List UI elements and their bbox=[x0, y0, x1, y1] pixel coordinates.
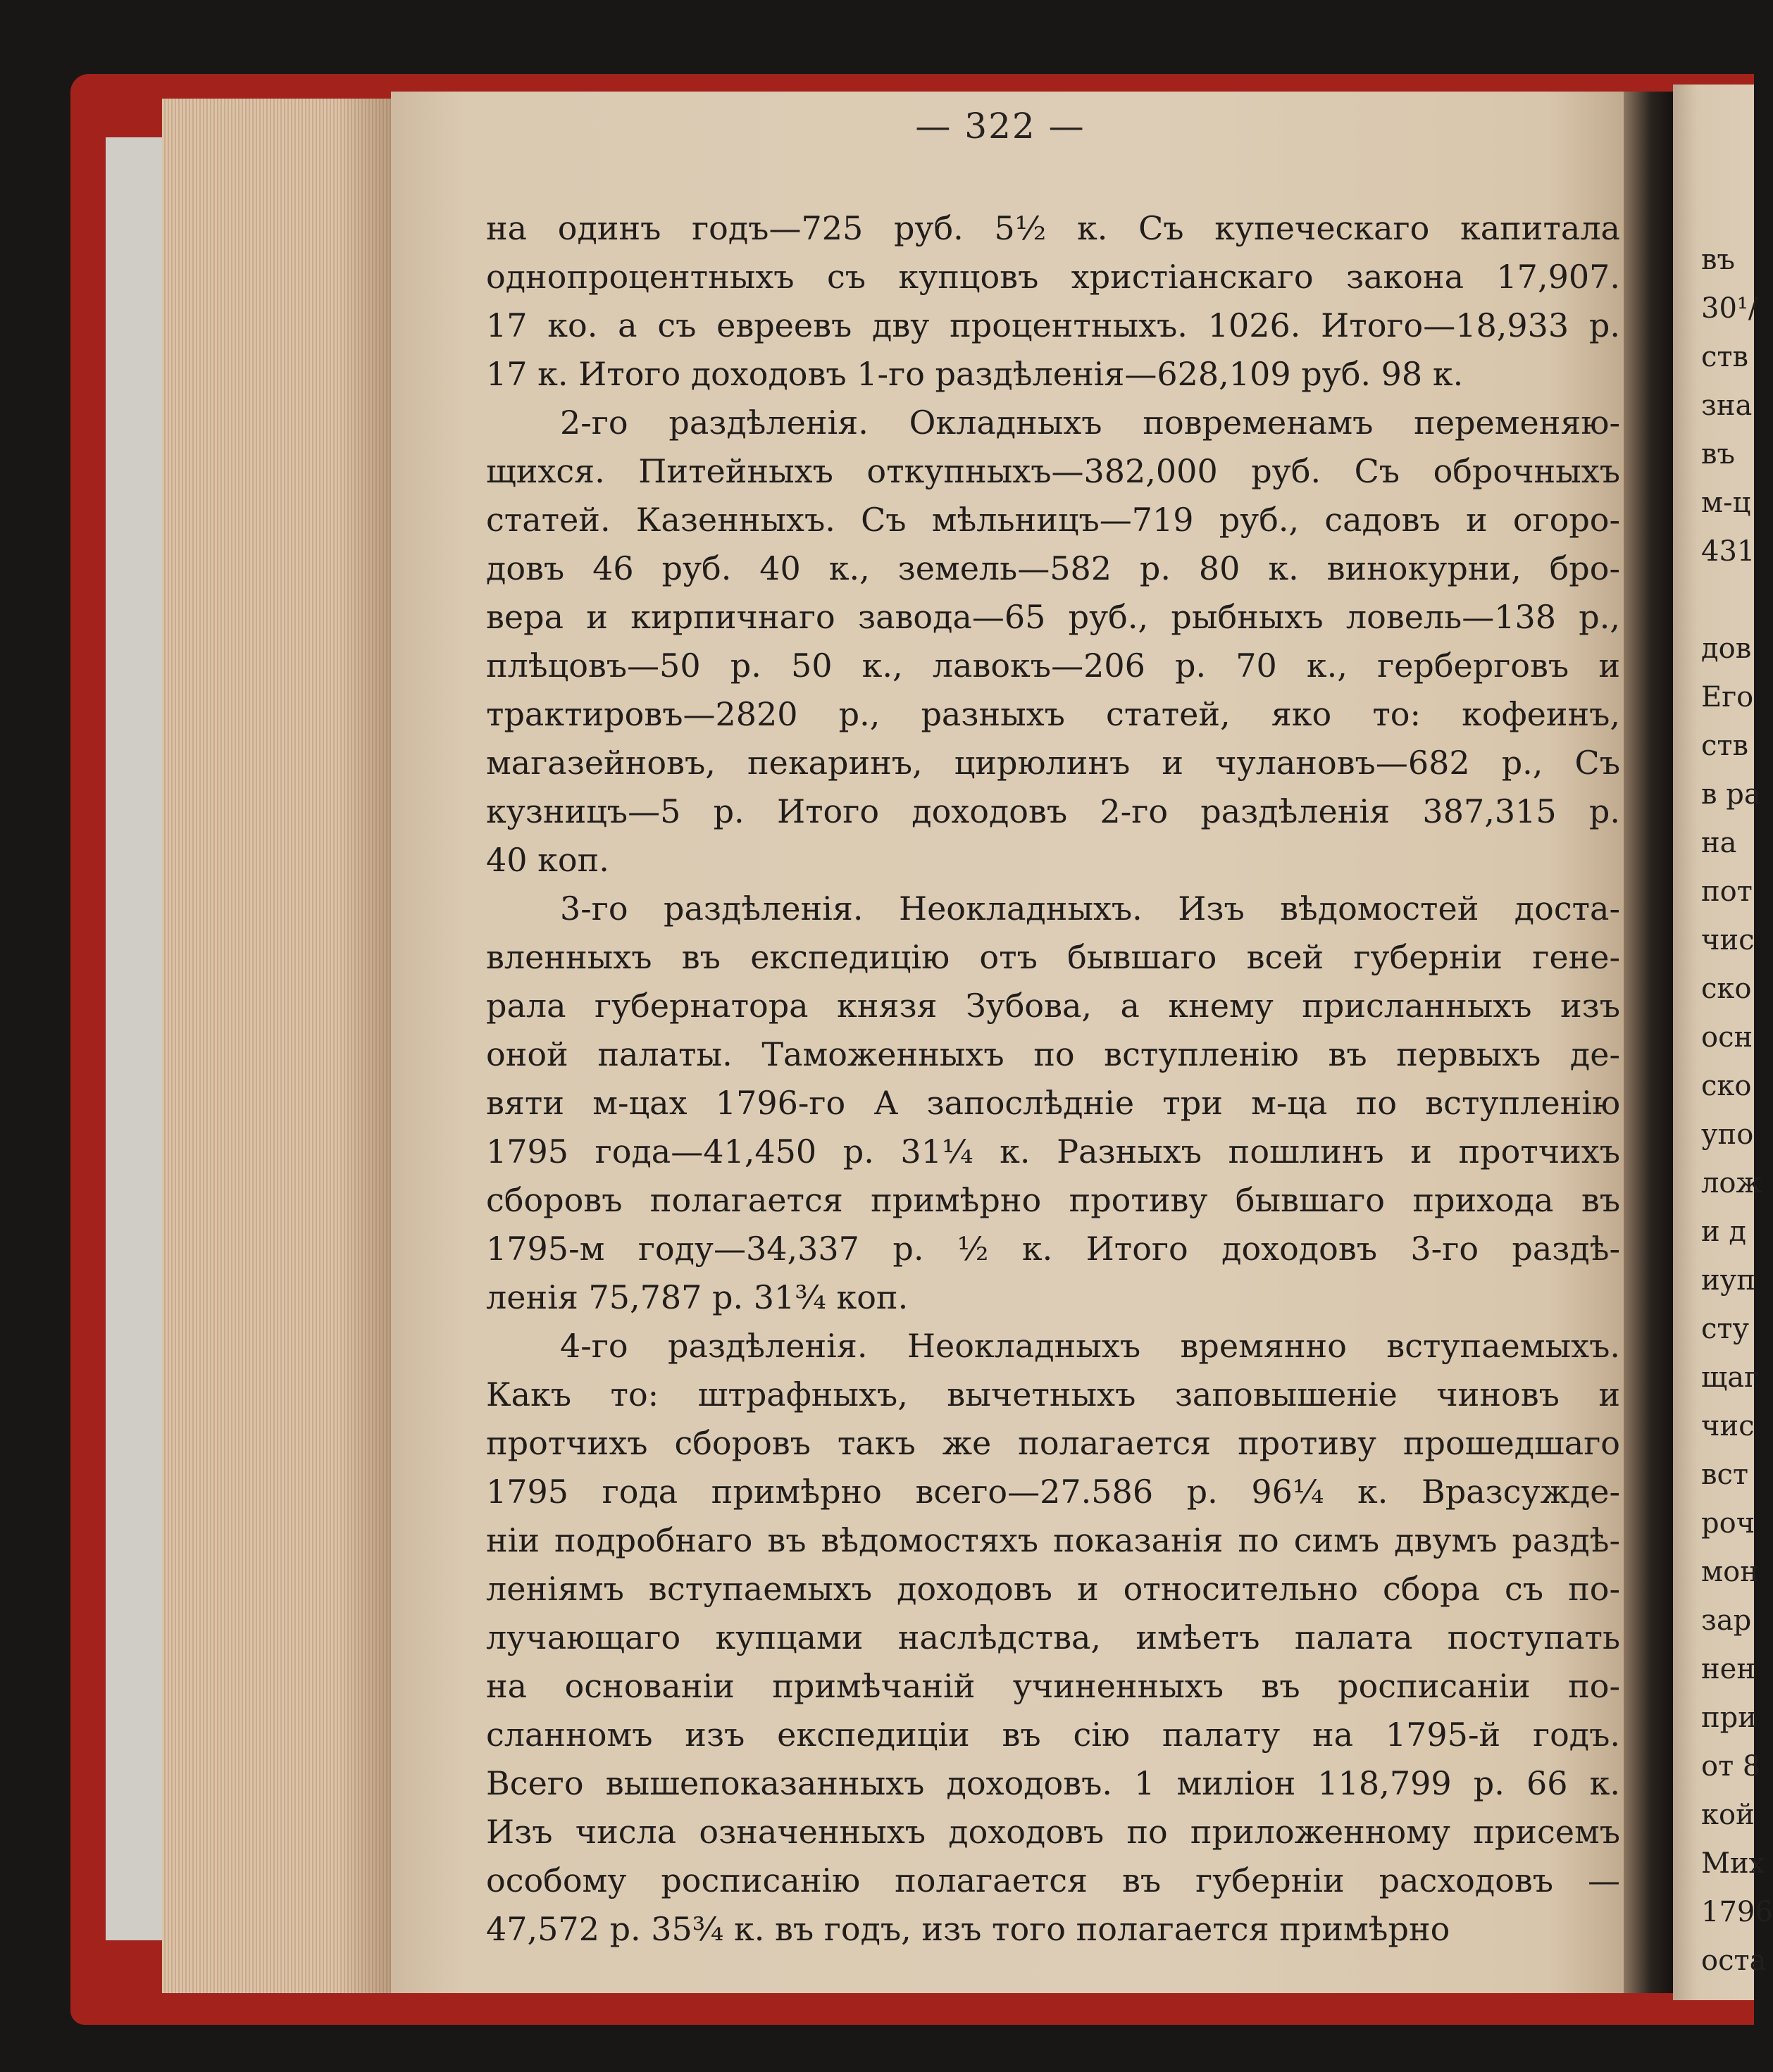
facing-text-line: 30¹/ bbox=[1701, 292, 1758, 325]
facing-page-text bbox=[1701, 236, 1773, 1985]
text-line: Всего вышепоказанныхъ доходовъ. 1 миліон 118,799 р. 66 к. bbox=[486, 1764, 1620, 1802]
facing-text-line: кой bbox=[1701, 1799, 1755, 1831]
facing-text-line: 431 bbox=[1701, 535, 1755, 568]
text-line: 2-го раздѣленія. Окладныхъ повременамъ переменяю- bbox=[560, 404, 1620, 442]
text-line: 1795-м году—34,337 р. ½ к. Итого доходовъ 3-го раздѣ- bbox=[486, 1230, 1620, 1268]
facing-text-line: упо bbox=[1701, 1118, 1754, 1151]
text-line: магазейновъ, пекаринъ, цирюлинъ и чулановъ—682 р., Съ bbox=[486, 744, 1620, 782]
book-gutter bbox=[1624, 92, 1673, 1993]
text-line: 3-го раздѣленія. Неокладныхъ. Изъ вѣдомостей доста- bbox=[560, 890, 1620, 928]
text-line: Изъ числа означенныхъ доходовъ по приложенному присемъ bbox=[486, 1813, 1620, 1851]
text-line: 1795 года примѣрно всего—27.586 р. 96¼ к. Вразсужде- bbox=[486, 1473, 1620, 1511]
facing-text-line: осн bbox=[1701, 1021, 1753, 1054]
page-edges-shadow bbox=[338, 99, 394, 1993]
text-line: сборовъ полагается примѣрно противу бывшаго прихода въ bbox=[486, 1181, 1620, 1219]
facing-text-line: на bbox=[1701, 827, 1737, 859]
page-text bbox=[486, 204, 1620, 1954]
facing-text-line: чис bbox=[1701, 924, 1755, 956]
facing-text-line: 1796 bbox=[1701, 1896, 1773, 1928]
facing-text-line: от 8 bbox=[1701, 1750, 1761, 1783]
facing-text-line: нен bbox=[1701, 1653, 1755, 1685]
cover-pastedown bbox=[106, 137, 162, 1940]
text-line: 4-го раздѣленія. Неокладныхъ времянно вступаемыхъ. bbox=[560, 1327, 1620, 1365]
page-number: — 322 — bbox=[915, 106, 1085, 146]
text-line: ніи подробнаго въ вѣдомостяхъ показанія по симъ двумъ раздѣ- bbox=[486, 1521, 1620, 1559]
text-line: леніямъ вступаемыхъ доходовъ и относительно сбора съ по- bbox=[486, 1570, 1620, 1608]
paragraph bbox=[486, 885, 1620, 1322]
text-line: сланномъ изъ експедиціи въ сію палату на 1795-й годъ. bbox=[486, 1716, 1620, 1754]
text-line: рала губернатора князя Зубова, а кнему присланныхъ изъ bbox=[486, 987, 1620, 1025]
text-line: на основаніи примѣчаній учиненныхъ въ росписаніи по- bbox=[486, 1667, 1620, 1705]
text-line: особому росписанію полагается въ губерніи расходовъ — bbox=[486, 1861, 1620, 1899]
facing-text-line: м-ц bbox=[1701, 487, 1751, 519]
facing-text-line: в ра bbox=[1701, 778, 1761, 811]
facing-text-line: Мих bbox=[1701, 1847, 1765, 1880]
facing-text-line: оста bbox=[1701, 1945, 1767, 1977]
facing-text-line: чис bbox=[1701, 1410, 1755, 1442]
facing-text-line: въ bbox=[1701, 244, 1735, 276]
facing-text-line: мон bbox=[1701, 1556, 1759, 1588]
facing-text-line: зар bbox=[1701, 1604, 1752, 1637]
facing-text-line: щаг bbox=[1701, 1361, 1759, 1394]
facing-text-line: ско bbox=[1701, 973, 1752, 1005]
facing-text-line: лож bbox=[1701, 1167, 1762, 1199]
facing-text-line: вст bbox=[1701, 1459, 1749, 1491]
facing-text-line: пот bbox=[1701, 875, 1753, 908]
facing-text-line bbox=[1701, 576, 1754, 625]
facing-text-line: иуп bbox=[1701, 1264, 1755, 1297]
text-line: плѣцовъ—50 р. 50 к., лавокъ—206 р. 70 к., герберговъ и bbox=[486, 647, 1620, 685]
text-line: вяти м-цах 1796-го А запослѣдніе три м-ца по вступленію bbox=[486, 1084, 1620, 1122]
text-line: 1795 года—41,450 р. 31¼ к. Разныхъ пошлинъ и протчихъ bbox=[486, 1132, 1620, 1171]
facing-text-line: Его bbox=[1701, 681, 1754, 713]
facing-text-line: ско bbox=[1701, 1070, 1752, 1102]
facing-text-line: въ bbox=[1701, 438, 1735, 470]
text-line: трактировъ—2820 р., разныхъ статей, яко то: кофеинъ, bbox=[486, 695, 1620, 733]
facing-text-line: роч bbox=[1701, 1507, 1755, 1540]
text-line: щихся. Питейныхъ откупныхъ—382,000 руб. Съ оброчныхъ bbox=[486, 452, 1620, 490]
text-line: вера и кирпичнаго завода—65 руб., рыбныхъ ловель—138 р., bbox=[486, 598, 1620, 636]
facing-text-line: и д bbox=[1701, 1216, 1747, 1248]
facing-text-line: ств bbox=[1701, 730, 1749, 762]
text-line: 47,572 р. 35¾ к. въ годъ, изъ того полагается примѣрно bbox=[486, 1910, 1450, 1948]
text-line: однопроцентныхъ съ купцовъ христіанскаго закона 17,907. bbox=[486, 258, 1620, 296]
text-line: протчихъ сборовъ такъ же полагается противу прошедшаго bbox=[486, 1424, 1620, 1462]
text-line: 17 к. Итого доходовъ 1-го раздѣленія—628,109 руб. 98 к. bbox=[486, 355, 1464, 393]
facing-text-line: дов bbox=[1701, 632, 1752, 665]
paragraph bbox=[486, 399, 1620, 885]
text-line: довъ 46 руб. 40 к., земель—582 р. 80 к. винокурни, бро- bbox=[486, 549, 1620, 587]
facing-text-line: сту bbox=[1701, 1313, 1750, 1345]
facing-text-line: ств bbox=[1701, 341, 1749, 373]
paragraph bbox=[486, 204, 1620, 399]
text-line: на одинъ годъ—725 руб. 5½ к. Съ купеческаго капитала bbox=[486, 209, 1620, 247]
text-line: ленія 75,787 р. 31¾ коп. bbox=[486, 1278, 909, 1316]
paragraph bbox=[486, 1322, 1620, 1954]
text-line: лучающаго купцами наслѣдства, имѣетъ палата поступать bbox=[486, 1618, 1620, 1656]
text-line: статей. Казенныхъ. Съ мѣльницъ—719 руб., садовъ и огоро- bbox=[486, 501, 1620, 539]
facing-text-line: зна bbox=[1701, 389, 1753, 422]
text-line: кузницъ—5 р. Итого доходовъ 2-го раздѣленія 387,315 р. bbox=[486, 792, 1620, 830]
text-line: Какъ то: штрафныхъ, вычетныхъ заповышеніе чиновъ и bbox=[486, 1375, 1620, 1413]
text-line: 17 ко. а съ евреевъ дву процентныхъ. 1026. Итого—18,933 р. bbox=[486, 306, 1620, 344]
facing-text-line: при bbox=[1701, 1702, 1757, 1734]
text-line: оной палаты. Таможенныхъ по вступленію въ первыхъ де- bbox=[486, 1035, 1620, 1073]
text-line: вленныхъ въ експедицію отъ бывшаго всей губерніи гене- bbox=[486, 938, 1620, 976]
text-line: 40 коп. bbox=[486, 841, 609, 879]
